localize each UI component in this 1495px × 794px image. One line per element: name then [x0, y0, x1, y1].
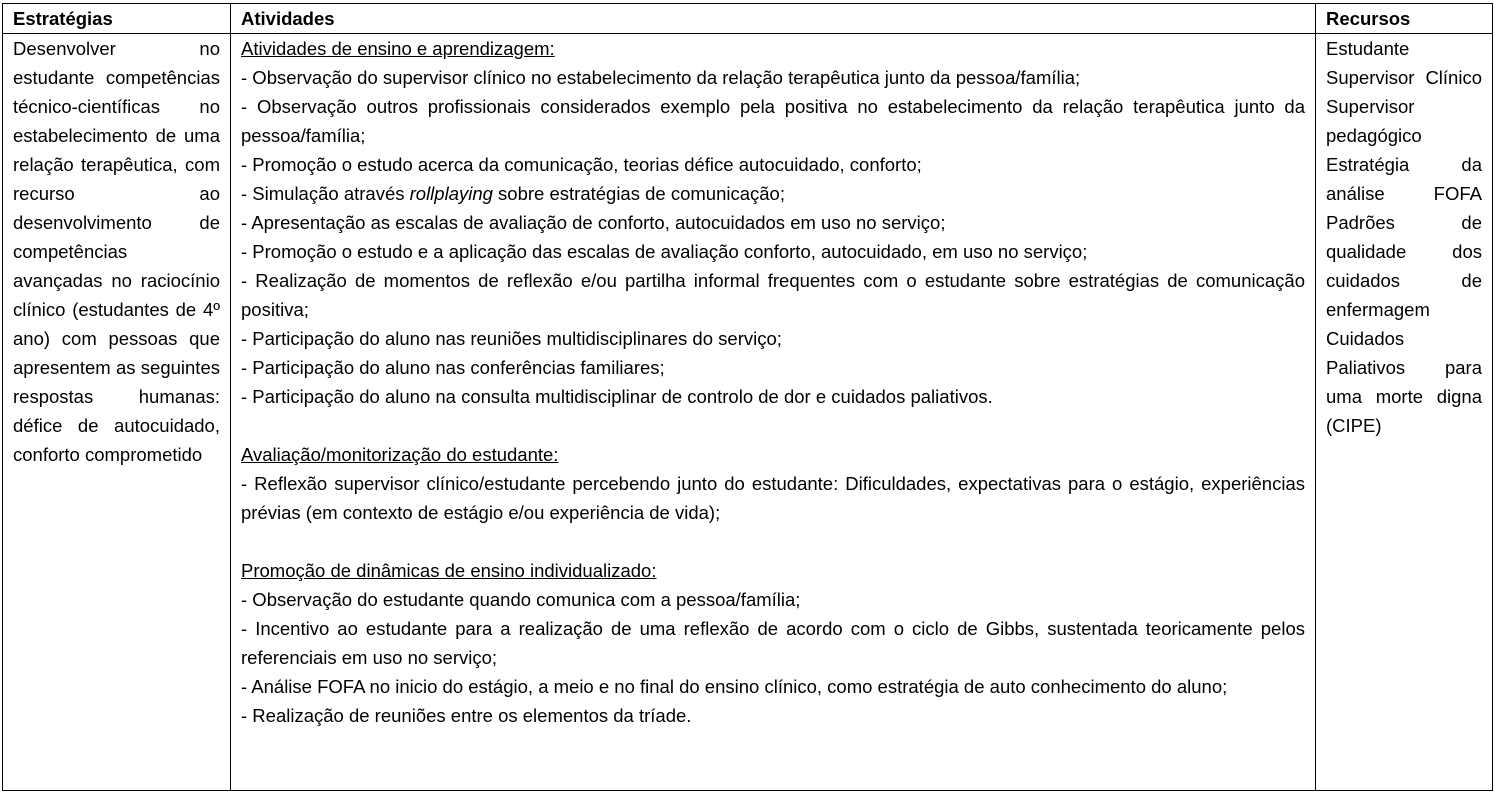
spacer [241, 411, 1305, 440]
list-item: - Incentivo ao estudante para a realização de uma reflexão de acordo com o ciclo de Gibbs, sustentada teoricamente pelos referenciais em uso no serviço; [241, 618, 1305, 668]
list-item-part: sobre estratégias de comunicação; [492, 183, 785, 204]
section-title-avaliacao: Avaliação/monitorização do estudante: [241, 444, 559, 465]
list-item: - Realização de momentos de reflexão e/ou partilha informal frequentes com o estudante sobre estratégias de comunicação positiva; [241, 270, 1305, 320]
list-item: - Promoção o estudo acerca da comunicação, teorias défice autocuidado, conforto; [241, 154, 922, 175]
header-recursos: Recursos [1316, 4, 1493, 34]
list-item-emphasis: rollplaying [409, 183, 493, 204]
estrategia-cell: Desenvolver no estudante competências técnico-científicas no estabelecimento de uma relação terapêutica, com recurso ao desenvolvimento de competências avançadas no raciocínio clínico (estudantes de 4º ano) com pessoas que apresentem as seguintes respostas humanas: défice de autocuidado, conforto comprometido [3, 34, 231, 791]
atividades-cell [231, 34, 1316, 791]
header-row [3, 4, 1493, 34]
recursos-cell: Estudante Supervisor Clínico Supervisor pedagógico Estratégia da análise FOFA Padrões de qualidade dos cuidados de enfermagem Cuidados Paliativos para uma morte digna (CIPE) [1316, 34, 1493, 791]
list-item: - Participação do aluno nas conferências familiares; [241, 357, 665, 378]
list-item: - Observação outros profissionais considerados exemplo pela positiva no estabelecimento da relação terapêutica junto da pessoa/família; [241, 96, 1305, 146]
list-item: - Observação do estudante quando comunica com a pessoa/família; [241, 589, 801, 610]
list-item: - Realização de reuniões entre os elementos da tríade. [241, 705, 692, 726]
header-atividades: Atividades [231, 4, 1316, 34]
section-title-ensino: Atividades de ensino e aprendizagem: [241, 38, 555, 59]
list-item: - Observação do supervisor clínico no estabelecimento da relação terapêutica junto da pessoa/família; [241, 67, 1081, 88]
header-estrategias: Estratégias [3, 4, 231, 34]
list-item: - Reflexão supervisor clínico/estudante percebendo junto do estudante: Dificuldades, expectativas para o estágio, experiências prévias (em contexto de estágio e/ou experiência de vida); [241, 473, 1305, 523]
section-title-dinamicas: Promoção de dinâmicas de ensino individualizado: [241, 560, 657, 581]
list-item: - Apresentação as escalas de avaliação de conforto, autocuidados em uso no serviço; [241, 212, 946, 233]
list-item: - Promoção o estudo e a aplicação das escalas de avaliação conforto, autocuidado, em uso no serviço; [241, 241, 1088, 262]
list-item [241, 179, 1305, 208]
spacer [241, 527, 1305, 556]
content-row [3, 34, 1493, 791]
list-item: - Participação do aluno na consulta multidisciplinar de controlo de dor e cuidados paliativos. [241, 386, 993, 407]
list-item: - Análise FOFA no inicio do estágio, a meio e no final do ensino clínico, como estratégia de auto conhecimento do aluno; [241, 676, 1228, 697]
list-item: - Participação do aluno nas reuniões multidisciplinares do serviço; [241, 328, 782, 349]
list-item-part: - Simulação através [241, 183, 410, 204]
strategy-table [2, 3, 1493, 791]
